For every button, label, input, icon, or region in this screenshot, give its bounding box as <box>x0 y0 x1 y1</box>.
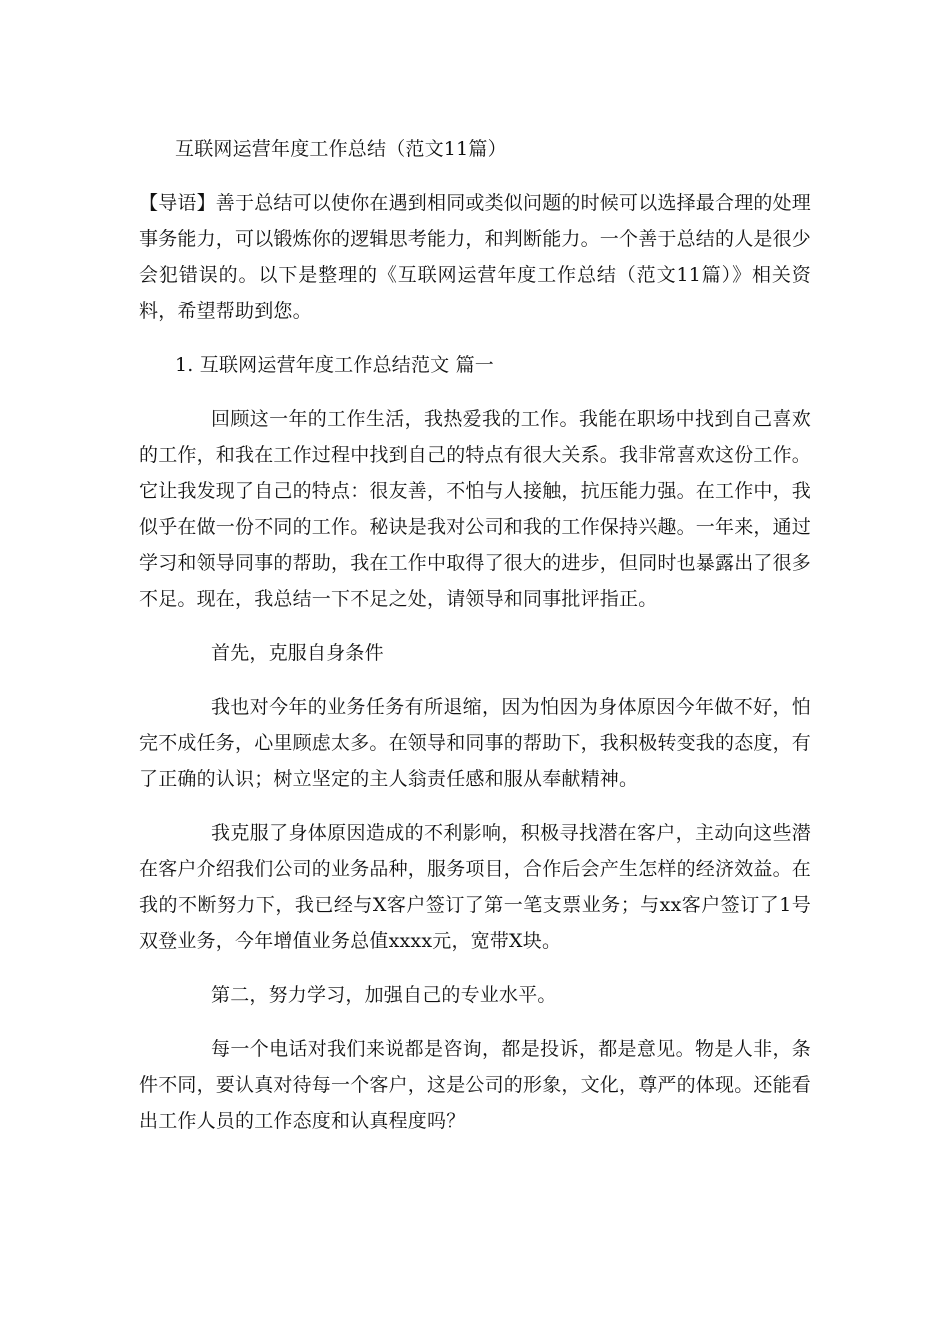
document-body <box>139 131 811 1157</box>
body-paragraph-3: 我克服了身体原因造成的不利影响，积极寻找潜在客户，主动向这些潜在客户介绍我们公司的业务品种，服务项目，合作后会产生怎样的经济效益。在我的不断努力下，我已经与X客户签订了第一笔支票业务；与xx客户签订了1号双登业务，今年增值业务总值xxxx元，宽带X块。 <box>139 822 812 952</box>
body-paragraph-1: 回顾这一年的工作生活，我热爱我的工作。我能在职场中找到自己喜欢的工作，和我在工作过程中找到自己的特点有很大关系。我非常喜欢这份工作。它让我发现了自己的特点：很友善，不怕与人接触，抗压能力强。在工作中，我似乎在做一份不同的工作。秘诀是我对公司和我的工作保持兴趣。一年来，通过学习和领导同事的帮助，我在工作中取得了很大的进步，但同时也暴露出了很多不足。现在，我总结一下不足之处，请领导和同事批评指正。 <box>139 408 812 610</box>
document-title: 互联网运营年度工作总结（范文11篇） <box>175 138 507 160</box>
body-paragraph-4: 每一个电话对我们来说都是咨询，都是投诉，都是意见。物是人非，条件不同，要认真对待每一个客户，这是公司的形象，文化，尊严的体现。还能看出工作人员的工作态度和认真程度吗？ <box>139 1038 812 1132</box>
subheading-first: 首先，克服自身条件 <box>211 642 384 664</box>
body-paragraph-2: 我也对今年的业务任务有所退缩，因为怕因为身体原因今年做不好，怕完不成任务，心里顾虑太多。在领导和同事的帮助下，我积极转变我的态度，有了正确的认识；树立坚定的主人翁责任感和服从奉献精神。 <box>139 696 812 790</box>
section-heading: 1. 互联网运营年度工作总结范文 篇一 <box>175 354 495 376</box>
intro-paragraph: 【导语】善于总结可以使你在遇到相同或类似问题的时候可以选择最合理的处理事务能力，可以锻炼你的逻辑思考能力，和判断能力。一个善于总结的人是很少会犯错误的。以下是整理的《互联网运营年度工作总结（范文11篇）》相关资料，希望帮助到您。 <box>139 192 812 322</box>
subheading-second: 第二，努力学习，加强自己的专业水平。 <box>211 984 557 1006</box>
